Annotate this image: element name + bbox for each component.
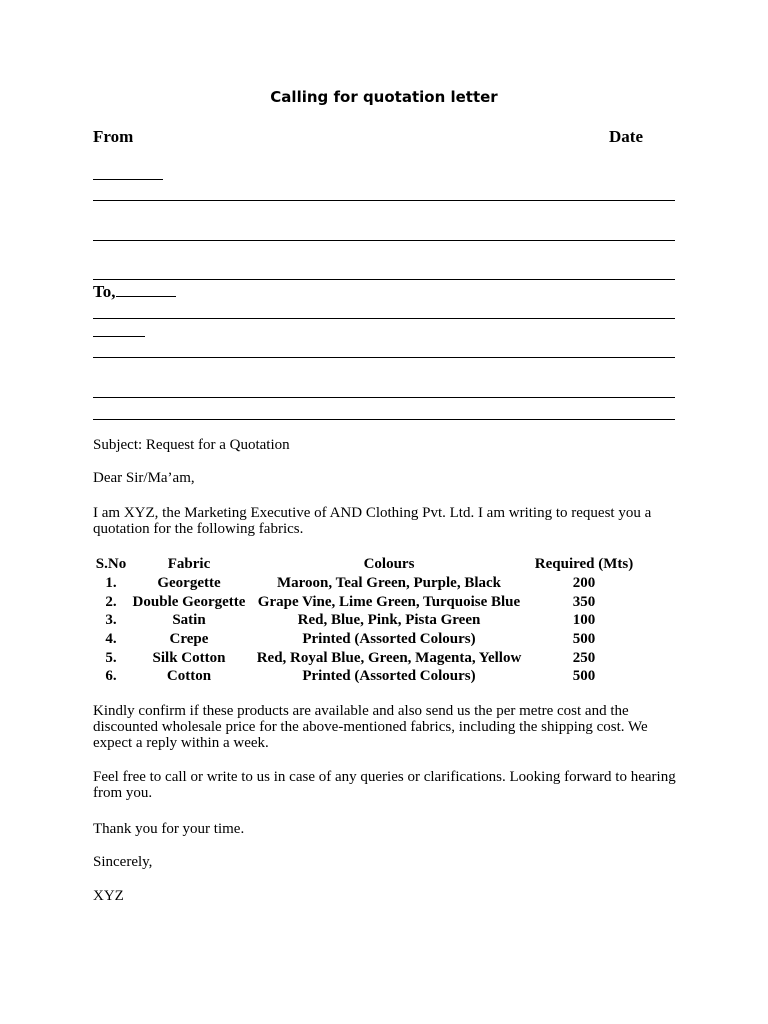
signature: XYZ: [93, 888, 124, 904]
cell-fabric: Cotton: [166, 668, 212, 685]
table-header-row: [93, 555, 639, 574]
cell-fabric: Satin: [172, 612, 206, 629]
cell-sno: 2.: [105, 593, 117, 610]
closing-line: Sincerely,: [93, 854, 153, 870]
cell-colours: Maroon, Teal Green, Purple, Black: [276, 575, 502, 592]
salutation: Dear Sir/Ma’am,: [93, 470, 195, 486]
cell-required: 200: [572, 575, 596, 592]
header-required: Required (Mts): [534, 556, 634, 573]
to-address-line-1: [93, 318, 675, 319]
from-address-line-2: [93, 240, 675, 241]
cell-sno: 1.: [105, 575, 117, 592]
from-address-line-3: [93, 279, 675, 280]
cell-sno: 3.: [105, 612, 117, 629]
cell-required: 350: [572, 593, 596, 610]
cell-colours: Printed (Assorted Colours): [302, 631, 476, 648]
cell-sno: 4.: [105, 631, 117, 648]
header-sno: S.No: [95, 556, 127, 573]
to-blank-line: [116, 282, 176, 297]
from-label: From: [93, 127, 134, 146]
header-fabric: Fabric: [167, 556, 211, 573]
cell-required: 100: [572, 612, 596, 629]
to-address-line-2: [93, 357, 675, 358]
table-row: [93, 630, 639, 649]
cell-colours: Red, Blue, Pink, Pista Green: [297, 612, 481, 629]
cell-sno: 6.: [105, 668, 117, 685]
to-address-line-4: [93, 419, 675, 420]
from-blank-line: [93, 179, 163, 180]
fabric-table: [93, 555, 639, 686]
cell-colours: Red, Royal Blue, Green, Magenta, Yellow: [256, 649, 522, 666]
cell-fabric: Double Georgette: [132, 593, 246, 610]
to-blank-line-short: [93, 336, 145, 337]
cell-required: 250: [572, 649, 596, 666]
cell-fabric: Silk Cotton: [152, 649, 226, 666]
thanks-line: Thank you for your time.: [93, 821, 245, 837]
table-row: [93, 574, 639, 593]
cell-required: 500: [572, 631, 596, 648]
cell-fabric: Georgette: [157, 575, 221, 592]
cell-colours: Printed (Assorted Colours): [302, 668, 476, 685]
contact-paragraph: Feel free to call or write to us in case of any queries or clarifications. Looking forward to hearing from you.: [93, 769, 676, 801]
letter-title: Calling for quotation letter: [270, 88, 498, 106]
confirm-paragraph: Kindly confirm if these products are available and also send us the per metre cost and the discounted wholesale price for the above-mentioned fabrics, including the shipping cost. We expect a reply within a week.: [93, 703, 648, 751]
cell-required: 500: [572, 668, 596, 685]
header-colours: Colours: [363, 556, 415, 573]
intro-paragraph: I am XYZ, the Marketing Executive of AND Clothing Pvt. Ltd. I am writing to request you a quotation for the following fabrics.: [93, 505, 652, 537]
table-row: [93, 592, 639, 611]
date-label: Date: [609, 127, 643, 146]
table-row: [93, 667, 639, 686]
table-row: [93, 648, 639, 667]
subject-line: Subject: Request for a Quotation: [93, 437, 290, 453]
cell-sno: 5.: [105, 649, 117, 666]
to-address-line-3: [93, 397, 675, 398]
cell-fabric: Crepe: [169, 631, 209, 648]
to-label: To,: [93, 282, 176, 302]
cell-colours: Grape Vine, Lime Green, Turquoise Blue: [257, 593, 521, 610]
table-row: [93, 611, 639, 630]
from-address-line-1: [93, 200, 675, 201]
